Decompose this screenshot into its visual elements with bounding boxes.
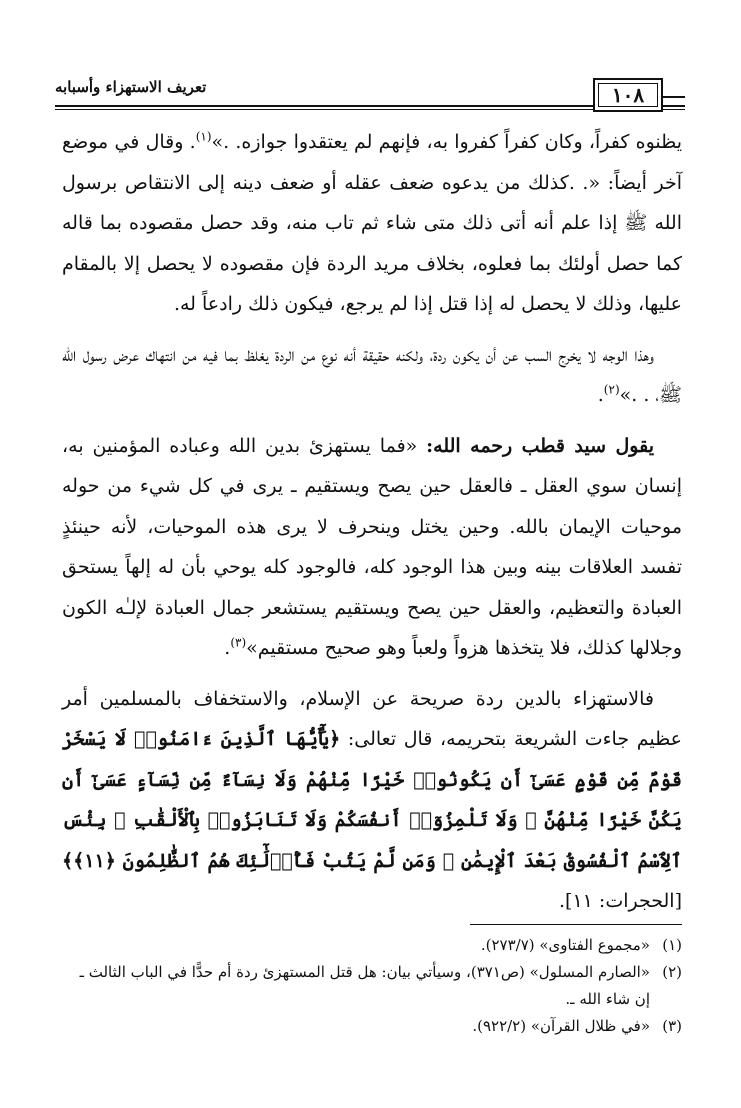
paragraph-2 [62, 335, 682, 416]
footnote-1 [62, 932, 682, 959]
header-rule-thin [55, 109, 685, 110]
header-tick [663, 96, 685, 98]
page-number: ١٠٨ [593, 78, 663, 112]
paragraph-1-text: يظنوه كفراً، وكان كفراً كفروا به، فإنهم لم يعتقدوا جوازه. .» [211, 131, 683, 153]
footnote-ref-1: (١) [195, 129, 212, 144]
paragraph-4 [62, 679, 682, 922]
paragraph-2-text: وهذا الوجه لا يخرج السب عن أن يكون ردة، ولكنه حقيقة أنه نوع من الردة يغلظ بما فيه من انتهاك عرض رسول الله ﷺ، . .» [62, 343, 682, 406]
footnote-number: (٢) [662, 963, 682, 981]
footnote-text: «مجموع الفتاوى» (٢٧٣/٧). [480, 936, 650, 954]
footnote-number: (٣) [662, 1017, 682, 1035]
footnote-text: «في ظلال القرآن» (٩٢٢/٢). [472, 1017, 650, 1035]
main-text [62, 122, 682, 932]
page-header [55, 78, 685, 114]
footnote-text: «الصارم المسلول» (ص٣٧١)، وسيأتي بيان: هل قتل المستهزئ ردة أم حدًّا في الباب الثالث ـ إن شاء الله ـ. [79, 963, 650, 1008]
paragraph-4-text: فالاستهزاء بالدين ردة صريحة عن الإسلام، والاستخفاف بالمسلمين أمر عظيم جاءت الشريعة بتحريمه، قال تعالى: [62, 687, 683, 750]
paragraph-3-end: . [224, 637, 231, 659]
paragraph-3-text: «فما يستهزئ بدين الله وعباده المؤمنين به، إنسان سوي العقل ـ فالعقل حين يصح ويستقيم ـ يرى في كل شيء من حوله موحيات الإيمان بالله. وحين يختل وينحرف لا يرى هذه الموحيات، لأنه حينئذٍ تفسد العلاقات بينه وبين هذا الوجود كله، فالوجود كله يوحي بأن له إلهاً يستحق العبادة والتعظيم، والعقل حين يصح ويستقيم يستشعر جمال العبادة لإلـٰه الكون وجلالها كذلك، فلا يتخذها هزواً ولعباً وهو صحيح مستقيم» [62, 434, 682, 659]
paragraph-3 [62, 426, 682, 669]
running-title: تعريف الاستهزاء وأسبابه [55, 78, 207, 96]
footnote-3 [62, 1013, 682, 1040]
footnote-number: (١) [662, 936, 682, 954]
footnote-ref-2: (٢) [603, 382, 620, 397]
paragraph-1-text-cont: . وقال في موضع آخر أيضاً: «. .كذلك من يدعوه ضعف عقله أو ضعف دينه إلى الانتقاص برسول الله ﷺ إذا علم أنه أتى ذلك متى شاء ثم تاب منه، وقد حصل مقصوده بما قاله كما حصل أولئك بما فعلوه، بخلاف مريد الردة فإن مقصوده لا يحصل إلا بالمقام عليها، وذلك لا يحصل له إذا قتل إذا لم يرجع، فيكون ذلك رادعاً له. [62, 131, 682, 315]
verse-reference: [الحجرات: ١١]. [559, 890, 682, 912]
paragraph-1 [62, 122, 682, 325]
paragraph-3-lead: يقول سيد قطب رحمه الله: [426, 434, 654, 457]
paragraph-2-end: . [597, 384, 604, 406]
footnote-separator [470, 924, 682, 925]
footnote-ref-3: (٣) [230, 635, 247, 650]
footnotes [62, 932, 682, 1040]
quran-verse: ﴿يَٰٓأَيُّهَا ٱلَّذِينَ ءَامَنُوا۟ لَا يَسْخَرْ قَوْمٌ مِّن قَوْمٍ عَسَىٰٓ أَن يَكُونُوا۟ خَيْرًا مِّنْهُمْ وَلَا نِسَآءٌ مِّن نِّسَآءٍ عَسَىٰٓ أَن يَكُنَّ خَيْرًا مِّنْهُنَّ ۖ وَلَا تَلْمِزُوٓا۟ أَنفُسَكُمْ وَلَا تَنَابَزُوا۟ بِٱلْأَلْقَٰبِ ۖ بِئْسَ ٱلِٱسْمُ ٱلْفُسُوقُ بَعْدَ ٱلْإِيمَٰنِ ۚ وَمَن لَّمْ يَتُبْ فَأُو۟لَٰٓئِكَ هُمُ ٱلظَّٰلِمُونَ ﴿١١﴾﴾ [62, 728, 682, 872]
footnote-2 [62, 959, 682, 1013]
header-rule [55, 105, 685, 107]
